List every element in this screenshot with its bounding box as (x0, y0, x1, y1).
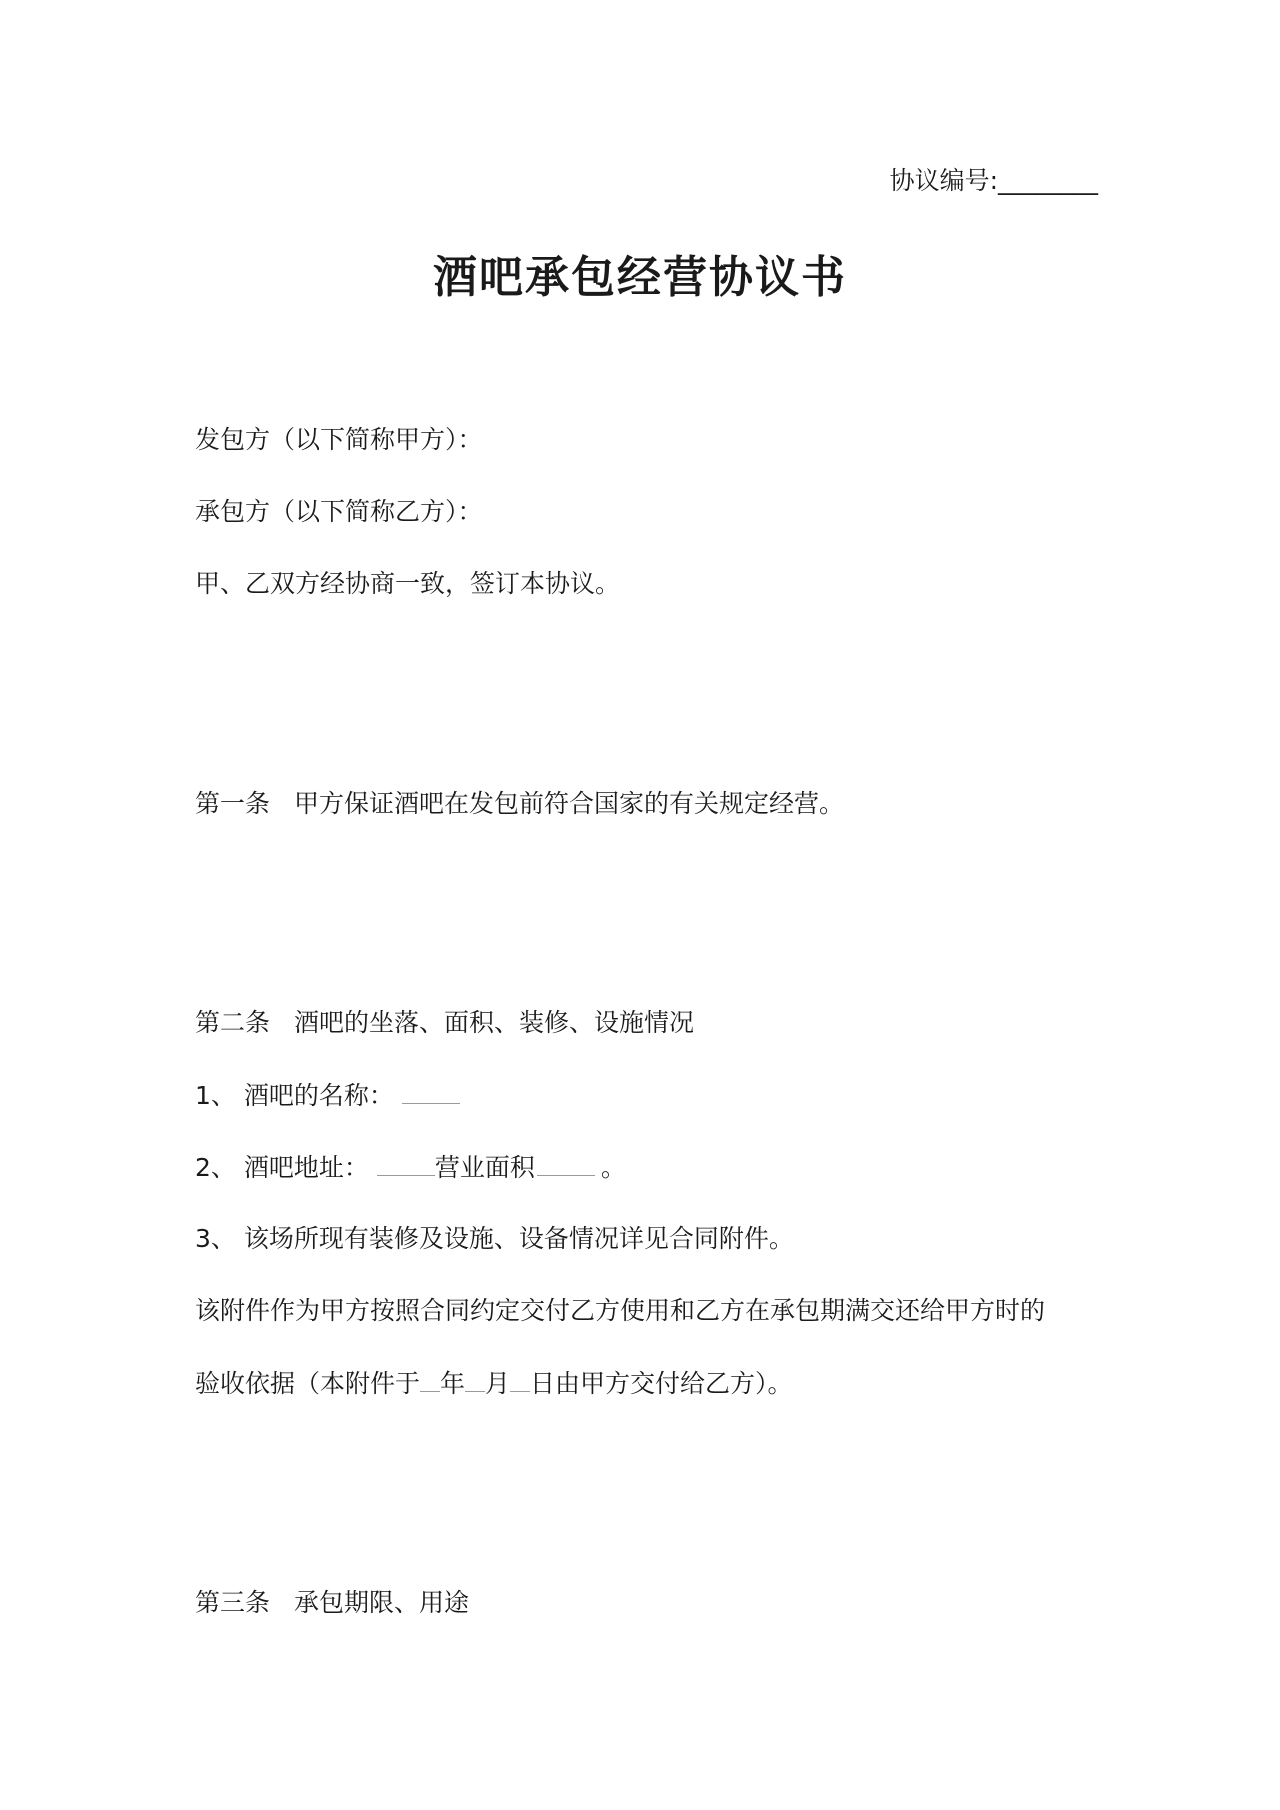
contractor-line: 承包方（以下简称乙方）： (195, 497, 483, 526)
article-2-note-line-2 (195, 1365, 793, 1402)
article-3-number: 第三条 (195, 1588, 271, 1617)
article-2-item-3: 3、 该场所现有装修及设施、设备情况详见合同附件。 (195, 1224, 794, 1253)
article-3-heading (195, 1585, 469, 1621)
article-2-item-2 (195, 1149, 626, 1186)
article-1-number: 第一条 (195, 789, 271, 818)
month-blank (465, 1365, 485, 1392)
article-1 (195, 786, 844, 822)
article-2-number: 第二条 (195, 1008, 271, 1037)
note-line-2-end: 日由甲方交付给乙方）。 (530, 1369, 793, 1398)
document-title: 酒吧承包经营协议书 (433, 252, 847, 303)
bar-name-blank (402, 1077, 460, 1104)
bar-address-label: 2、 酒吧地址： (195, 1153, 369, 1182)
article-3-heading-text: 承包期限、用途 (294, 1588, 470, 1617)
article-2-item-1 (195, 1077, 460, 1114)
item-2-end: 。 (600, 1153, 626, 1182)
agreement-number: 协议编号:________ (889, 166, 1098, 195)
employer-line: 发包方（以下简称甲方）： (195, 425, 483, 454)
day-blank (510, 1365, 530, 1392)
article-2-heading-text: 酒吧的坐落、面积、装修、设施情况 (294, 1008, 695, 1037)
article-1-text: 甲方保证酒吧在发包前符合国家的有关规定经营。 (294, 789, 845, 818)
business-area-label: 营业面积 (434, 1153, 535, 1182)
article-2-heading (195, 1005, 694, 1041)
month-label: 月 (485, 1369, 511, 1398)
day-year-blank (420, 1365, 440, 1392)
article-2-note-line-1: 该附件作为甲方按照合同约定交付乙方使用和乙方在承包期满交还给甲方时的 (195, 1296, 1046, 1325)
bar-address-blank (377, 1149, 435, 1176)
year-label: 年 (440, 1369, 466, 1398)
bar-name-label: 1、 酒吧的名称： (195, 1081, 394, 1110)
note-line-2-start: 验收依据（本附件于 (195, 1369, 421, 1398)
business-area-blank (537, 1149, 595, 1176)
intro-line: 甲、乙双方经协商一致，签订本协议。 (195, 569, 621, 598)
